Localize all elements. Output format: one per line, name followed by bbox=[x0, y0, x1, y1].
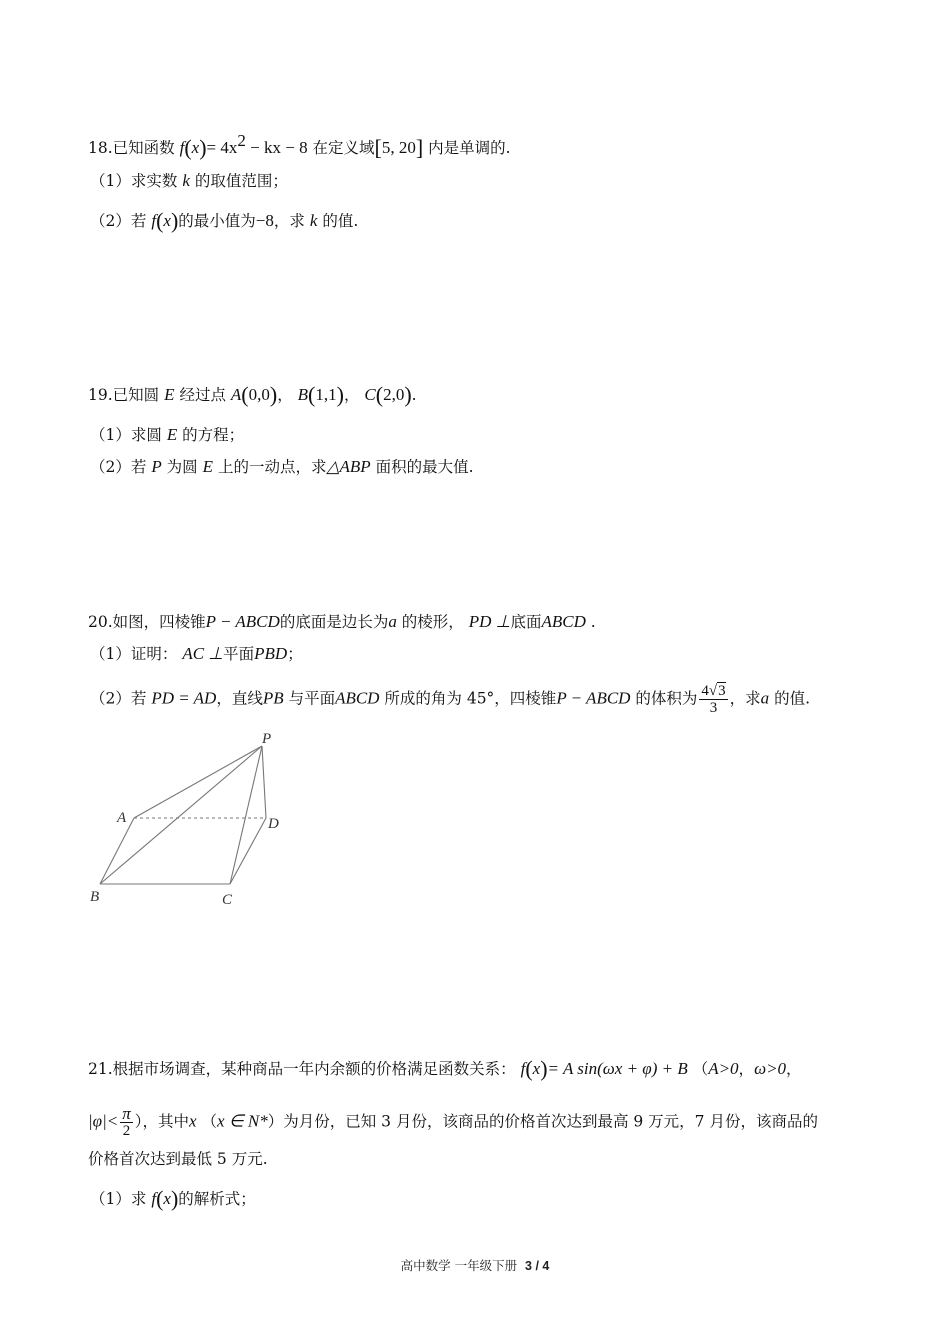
q20-part1: （1）证明： AC ⊥平面PBD； bbox=[90, 644, 303, 663]
label-A: A bbox=[117, 810, 127, 826]
pyramid-figure bbox=[82, 726, 302, 911]
label-D: D bbox=[268, 816, 279, 832]
label-P: P bbox=[262, 731, 272, 747]
q18-stem: 18.已知函数 $f(x)= 4x^2$ − kx − 8 在定义域[5, 20] 内是单调的. bbox=[88, 131, 511, 160]
label-B: B bbox=[90, 889, 100, 905]
edge-PD bbox=[262, 746, 266, 818]
q21-part1: （1）求 f(x)的解析式； bbox=[90, 1186, 256, 1211]
edge-AB bbox=[100, 818, 134, 884]
pi-over-2: $\frac{\pi}{2}$ bbox=[122, 1104, 131, 1139]
edge-PA bbox=[134, 746, 262, 818]
q20-part2: （2）若 PD = AD，直线PB 与平面ABCD 所成的角为 45°，四棱锥P − ABCD 的体积为 $\frac{4√3}{3}$ ，求a 的值. bbox=[90, 683, 811, 716]
edge-CD bbox=[230, 818, 266, 884]
label-C: C bbox=[222, 892, 233, 908]
q19-part2: （2）若 P 为圆 E 上的一动点，求△ABP 面积的最大值. bbox=[90, 457, 474, 476]
q18-part1: （1）求实数 k 的取值范围； bbox=[90, 171, 288, 190]
q21-line3: 价格首次达到最低 5 万元. bbox=[88, 1150, 268, 1168]
q19-stem: 19.已知圆 E 经过点 A(0,0)， B(1,1)， C(2,0). bbox=[88, 382, 417, 407]
q20-stem: 20.如图，四棱锥P − ABCD的底面是边长为a 的棱形， PD ⊥底面ABCD . bbox=[88, 612, 596, 631]
page-footer: 高中数学 一年级下册 3 / 4 bbox=[400, 1258, 550, 1273]
volume-fraction: $\frac{4√3}{3}$ bbox=[701, 683, 726, 716]
page-number: 3 / 4 bbox=[525, 1259, 550, 1273]
q21-stem: 21.根据市场调查，某种商品一年内余额的价格满足函数关系： f(x)= A sin(ωx + φ) + B （A>0，ω>0， bbox=[88, 1056, 802, 1081]
q19-part1: （1）求圆 E 的方程； bbox=[90, 425, 245, 444]
edge-PC bbox=[230, 746, 262, 884]
q18-part2: （2）若 f(x)的最小值为−8，求 k 的值. bbox=[90, 208, 359, 233]
q21-line2: |φ|< $\frac{\pi}{2}$ ），其中x （x ∈ N*）为月份，已知 3 月份，该商品的价格首次达到最高 9 万元，7 月份，该商品的 bbox=[88, 1104, 818, 1139]
